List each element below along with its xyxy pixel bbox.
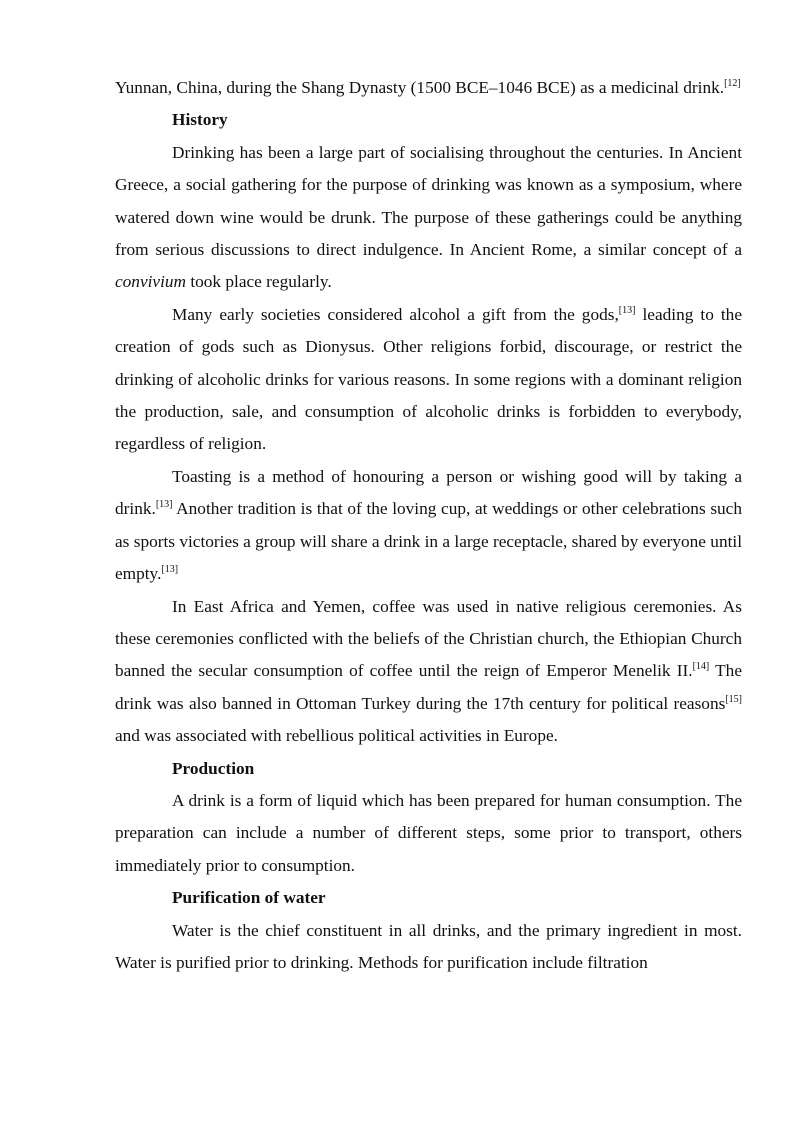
section-heading-purification: Purification of water <box>172 888 326 908</box>
paragraph-text: In East Africa and Yemen, coffee was used in native religious ceremonies. As these ceremonies conflicted with the beliefs of the Christian church, the Ethiopian Church banned the secular consumption of coffee until the reign of Emperor Menelik II. <box>115 596 742 681</box>
history-paragraph-1 <box>115 137 742 299</box>
purification-paragraph-1: Water is the chief constituent in all drinks, and the primary ingredient in most. Water is purified prior to drinking. Methods for purification include filtration <box>115 920 742 972</box>
paragraph-text: Toasting is a method of honouring a person or wishing good will by taking a drink. <box>115 466 742 519</box>
paragraph-text: The drink was also banned in Ottoman Turkey during the 17th century for political reasons <box>115 661 742 713</box>
production-paragraph-1: A drink is a form of liquid which has been prepared for human consumption. The preparation can include a number of different steps, some prior to transport, others immediately prior to consumption. <box>115 790 742 875</box>
section-heading-production: Production <box>172 758 255 778</box>
paragraph-text: Many early societies considered alcohol a gift from the gods, <box>172 304 619 324</box>
paragraph-text: Another tradition is that of the loving cup, at weddings or other celebrations such as sports victories a group will share a drink in a large receptacle, shared by everyone until empty. <box>115 499 742 584</box>
document-page <box>115 72 742 979</box>
citation-ref[interactable]: [13] <box>161 564 179 576</box>
citation-ref[interactable]: [14] <box>692 661 710 673</box>
citation-ref[interactable]: [13] <box>618 304 636 316</box>
history-paragraph-3 <box>115 461 742 591</box>
history-paragraph-2 <box>115 299 742 461</box>
paragraph-text: Drinking has been a large part of socialising throughout the centuries. In Ancient Greece, a social gathering for the purpose of drinking was known as a symposium, where watered down wine would be drunk. The purpose of these gatherings could be anything from serious discussions to direct indulgence. In Ancient Rome, a similar concept of a <box>115 142 742 260</box>
emphasized-term: convivium <box>115 272 187 292</box>
paragraph-text: and was associated with rebellious political activities in Europe. <box>115 726 558 746</box>
paragraph-text: leading to the creation of gods such as Dionysus. Other religions forbid, discourage, or restrict the drinking of alcoholic drinks for various reasons. In some regions with a dominant religion the production, sale, and consumption of alcoholic drinks is forbidden to everybody, regardless of religion. <box>115 304 742 454</box>
intro-text: Yunnan, China, during the Shang Dynasty (1500 BCE–1046 BCE) as a medicinal drink. <box>115 78 725 97</box>
citation-ref[interactable]: [15] <box>725 693 742 705</box>
paragraph-text: took place regularly. <box>186 272 332 292</box>
history-paragraph-4 <box>115 591 742 753</box>
intro-paragraph <box>115 72 742 104</box>
citation-ref[interactable]: [12] <box>724 78 741 89</box>
citation-ref[interactable]: [13] <box>155 499 173 511</box>
section-heading-history: History <box>172 110 228 130</box>
